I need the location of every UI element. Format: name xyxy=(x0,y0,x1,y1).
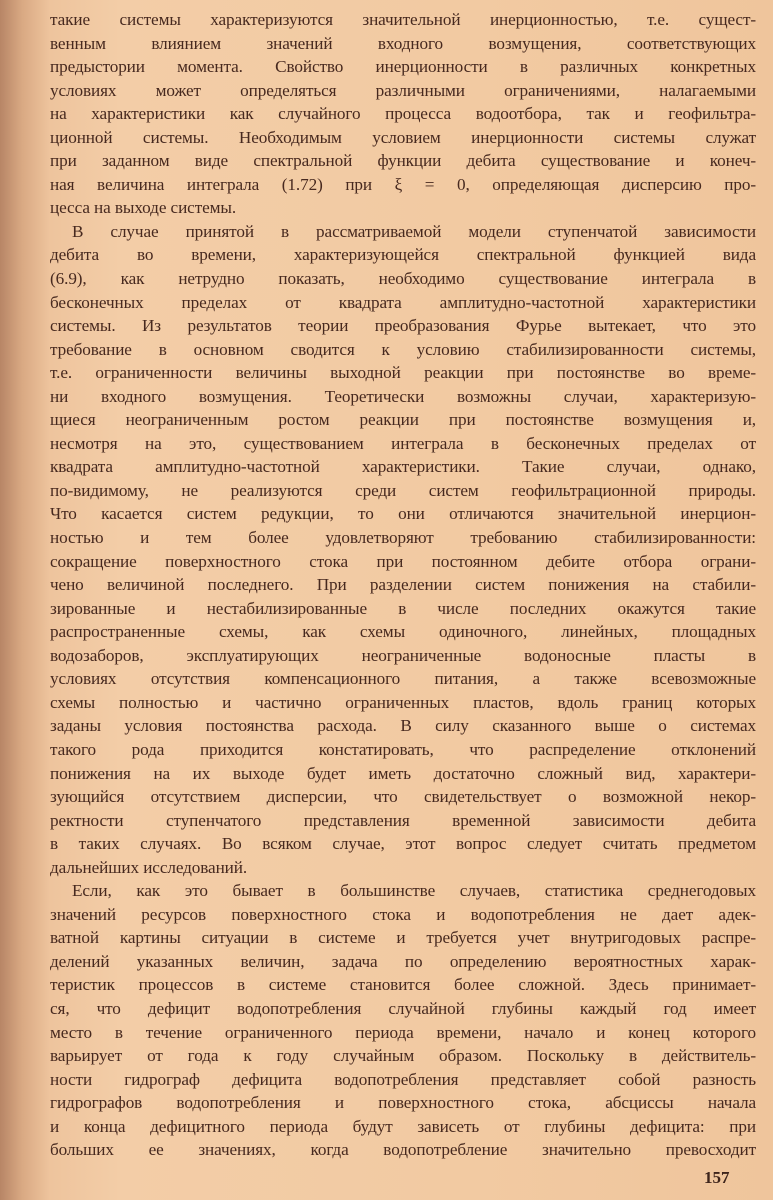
text-line: ционной системы. Необходимым условием инерционности системы служат xyxy=(50,127,756,147)
text-line: бесконечных пределах от квадрата амплитудно-частотной характеристики xyxy=(50,292,756,312)
text-line: делений указанных величин, задача по определению вероятностных харак- xyxy=(50,951,756,971)
paragraph xyxy=(50,8,756,220)
text-line: ни входного возмущения. Теоретически возможны случаи, характеризую- xyxy=(50,386,756,406)
text-line: распространенные схемы, как схемы одиночного, линейных, площадных xyxy=(50,622,756,642)
text-line: зированные и нестабилизированные в числе последних окажутся такие xyxy=(50,598,756,618)
text-line: дебита во времени, характеризующейся спектральной функцией вида xyxy=(50,245,756,265)
paragraph xyxy=(50,879,756,1162)
paragraph xyxy=(50,220,756,879)
text-line: предыстории момента. Свойство инерционности в различных конкретных xyxy=(50,57,756,77)
text-line: ности гидрограф дефицита водопотребления представляет собой разность xyxy=(50,1069,756,1089)
text-line: и конца дефицитного периода будут зависеть от глубины дефицита: при xyxy=(50,1116,756,1136)
text-line: Что касается систем редукции, то они отличаются значительной инерцион- xyxy=(50,504,756,524)
text-line: водозаборов, эксплуатирующих неограниченные водоносные пласты в xyxy=(50,645,756,665)
text-line: В случае принятой в рассматриваемой модели ступенчатой зависимости xyxy=(72,221,756,241)
text-line: заданы условия постоянства расхода. В силу сказанного выше о системах xyxy=(50,716,756,736)
text-line: ректности ступенчатого представления временной зависимости дебита xyxy=(50,810,756,830)
text-line: условиях отсутствия компенсационного питания, а также всевозможные xyxy=(50,669,756,689)
text-line: ватной картины ситуации в системе и требуется учет внутригодовых распре- xyxy=(50,928,756,948)
text-line: требование в основном сводится к условию стабилизированности системы, xyxy=(50,339,756,359)
text-line: т.е. ограниченности величины выходной реакции при постоянстве во време- xyxy=(50,363,756,383)
text-line: квадрата амплитудно-частотной характеристики. Такие случаи, однако, xyxy=(50,457,756,477)
text-line: сокращение поверхностного стока при постоянном дебите отбора ограни- xyxy=(50,551,756,571)
text-line: цесса на выходе системы. xyxy=(50,198,237,218)
text-line: зующийся отсутствием дисперсии, что свидетельствует о возможной некор- xyxy=(50,787,756,807)
text-line: варьирует от года к году случайным образом. Поскольку в действитель- xyxy=(50,1046,756,1066)
text-line: ностью и тем более удовлетворяют требованию стабилизированности: xyxy=(50,528,756,548)
page-body xyxy=(50,8,756,1162)
text-line: схемы полностью и частично ограниченных пластов, вдоль границ которых xyxy=(50,692,756,712)
text-line: дальнейших исследований. xyxy=(50,857,248,877)
text-line: Если, как это бывает в большинстве случаев, статистика среднегодовых xyxy=(72,881,756,901)
text-line: венным влиянием значений входного возмущения, соответствующих xyxy=(50,33,756,53)
page-number: 157 xyxy=(704,1168,730,1187)
text-line: в таких случаях. Во всяком случае, этот вопрос следует считать предметом xyxy=(50,834,756,854)
text-line: ная величина интеграла (1.72) при ξ = 0, определяющая дисперсию про- xyxy=(50,174,756,194)
text-line: теристик процессов в системе становится более сложной. Здесь принимает- xyxy=(50,975,756,995)
text-line: (6.9), как нетрудно показать, необходимо существование интеграла в xyxy=(50,269,756,289)
text-line: на характеристики как случайного процесса водоотбора, так и геофильтра- xyxy=(50,104,756,124)
text-line: несмотря на это, существованием интеграла в бесконечных пределах от xyxy=(50,433,756,453)
text-line: по-видимому, не реализуются среди систем геофильтрационной природы. xyxy=(50,480,756,500)
text-line: место в течение ограниченного периода времени, начало и конец которого xyxy=(50,1022,756,1042)
text-line: системы. Из результатов теории преобразования Фурье вытекает, что это xyxy=(50,316,756,336)
text-line: такого рода приходится констатировать, что распределение отклонений xyxy=(50,739,756,759)
text-line: такие системы характеризуются значительной инерционностью, т.е. сущест- xyxy=(50,10,756,29)
text-line: значений ресурсов поверхностного стока и водопотребления не дает адек- xyxy=(50,904,756,924)
text-line: условиях может определяться различными ограничениями, налагаемыми xyxy=(50,80,756,100)
text-line: гидрографов водопотребления и поверхностного стока, абсциссы начала xyxy=(50,1093,756,1113)
text-line: щиеся неограниченным ростом реакции при постоянстве возмущения и, xyxy=(50,410,756,430)
text-line: чено величиной последнего. При разделении систем понижения на стабили- xyxy=(50,575,756,595)
text-line: при заданном виде спектральной функции дебита существование и конеч- xyxy=(50,151,756,171)
text-line: ся, что дефицит водопотребления случайной глубины каждый год имеет xyxy=(50,998,756,1018)
text-line: понижения на их выходе будет иметь достаточно сложный вид, характери- xyxy=(50,763,756,783)
text-line: больших ее значениях, когда водопотребление значительно превосходит xyxy=(50,1140,756,1160)
